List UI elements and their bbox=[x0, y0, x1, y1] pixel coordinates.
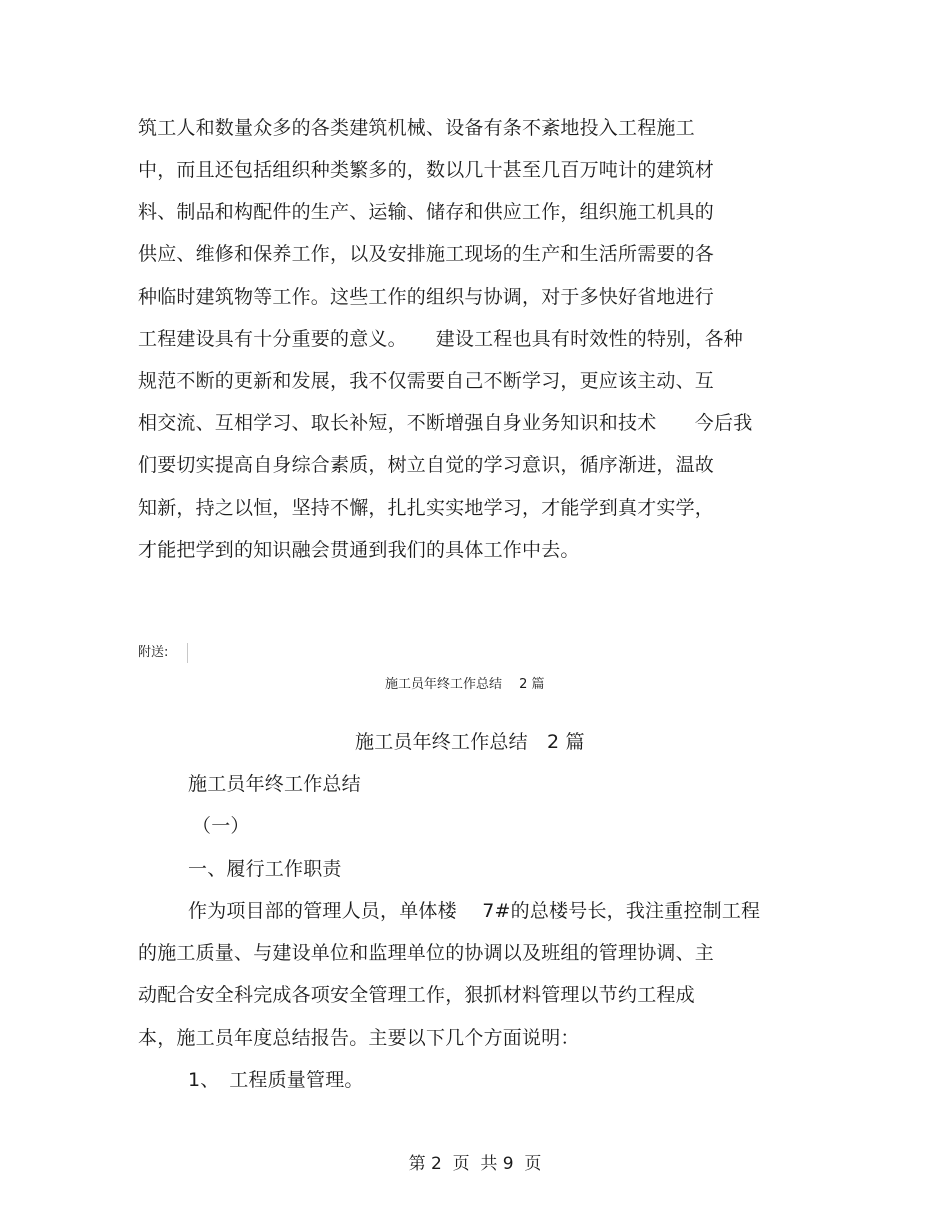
paragraph-line: 的施工质量、与建设单位和监理单位的协调以及班组的管理协调、主 bbox=[138, 942, 715, 964]
body-line: 中，而且还包括组织种类繁多的，数以几十甚至几百万吨计的建筑材 bbox=[138, 159, 715, 181]
body-line: 知新，持之以恒，坚持不懈，扎扎实实地学习，才能学到真才实学， bbox=[138, 497, 715, 519]
paragraph-line: 本，施工员年度总结报告。主要以下几个方面说明： bbox=[138, 1027, 580, 1049]
body-line: 相交流、互相学习、取长补短，不断增强自身业务知识和技术 今后我 bbox=[138, 412, 753, 434]
body-line: 才能把学到的知识融会贯通到我们的具体工作中去。 bbox=[138, 539, 580, 561]
body-line: 种临时建筑物等工作。这些工作的组织与协调，对于多快好省地进行 bbox=[138, 286, 715, 308]
body-line: 料、制品和构配件的生产、运输、储存和供应工作，组织施工机具的 bbox=[138, 201, 715, 223]
paragraph-line: 动配合安全科完成各项安全管理工作，狠抓材料管理以节约工程成 bbox=[138, 984, 695, 1006]
paragraph-line: 作为项目部的管理人员，单体楼 7#的总楼号长，我注重控制工程 bbox=[188, 900, 761, 922]
body-line: 工程建设具有十分重要的意义。 建设工程也具有时效性的特别，各种 bbox=[138, 328, 743, 350]
body-line: 供应、维修和保养工作，以及安排施工现场的生产和生活所需要的各 bbox=[138, 243, 715, 265]
appendix-label: 附送: bbox=[138, 645, 169, 660]
body-line: 规范不断的更新和发展，我不仅需要自己不断学习，更应该主动、互 bbox=[138, 370, 715, 392]
section-heading: 施工员年终工作总结 bbox=[188, 773, 361, 795]
list-item: 1、 工程质量管理。 bbox=[188, 1069, 364, 1091]
body-line: 筑工人和数量众多的各类建筑机械、设备有条不紊地投入工程施工 bbox=[138, 117, 695, 139]
page-number-footer: 第 2 页 共 9 页 bbox=[408, 1154, 542, 1174]
appendix-subtitle: 施工员年终工作总结 2 篇 bbox=[385, 677, 545, 692]
section-part: （一） bbox=[192, 815, 250, 837]
section-subheading: 一、履行工作职责 bbox=[188, 858, 342, 880]
body-line: 们要切实提高自身综合素质，树立自觉的学习意识，循序渐进，温故 bbox=[138, 454, 715, 476]
appendix-divider bbox=[187, 643, 188, 663]
section-title: 施工员年终工作总结 2 篇 bbox=[355, 731, 585, 753]
